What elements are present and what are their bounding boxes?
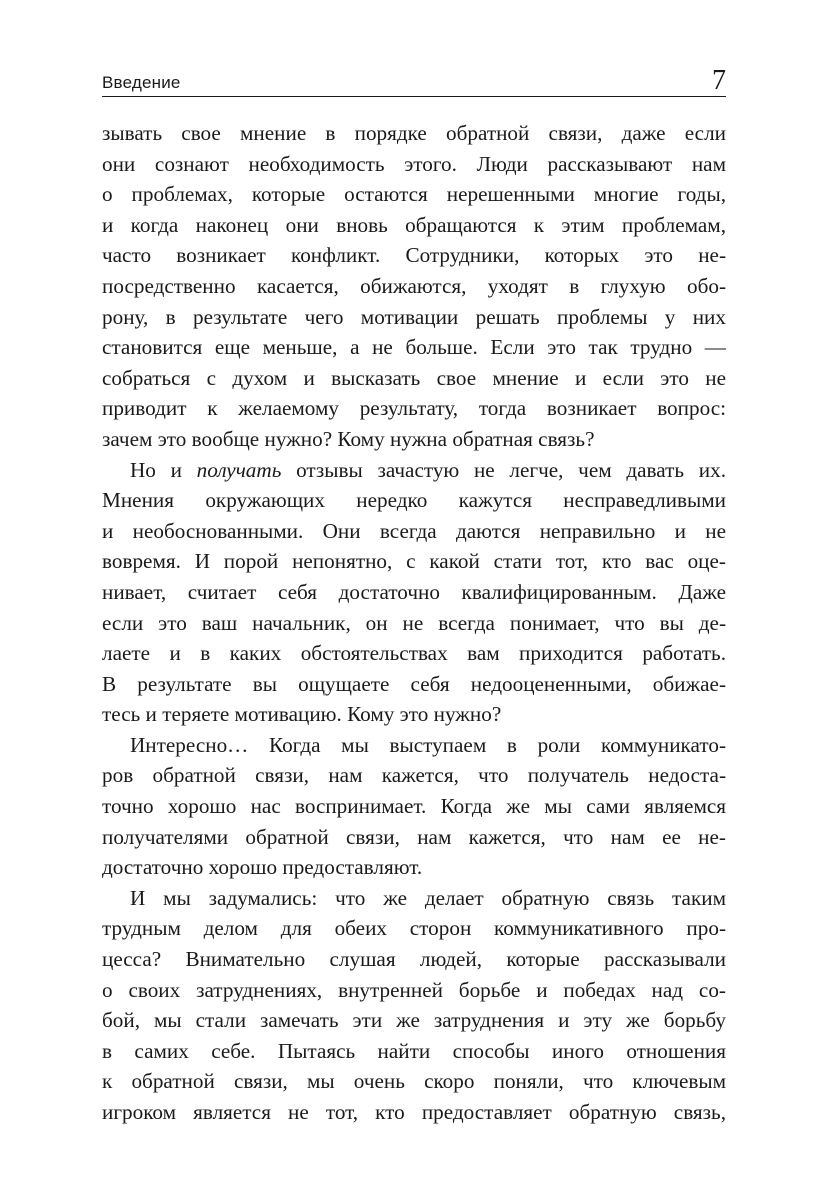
body-text [102,118,726,1128]
text-line: игроком является не тот, кто предоставляет обратную связь, [102,1100,726,1124]
text-line: к обратной связи, мы очень скоро поняли, что ключевым [102,1069,726,1094]
text-line: вовремя. И порой непонятно, с какой стати тот, кто вас оце- [102,549,726,574]
text-line: они сознают необходимость этого. Люди рассказывают нам [102,151,726,176]
text-fragment: отзывы зачастую не легче, чем давать их. [281,457,726,482]
text-line: посредственно касается, обижаются, уходят в глухую обо- [102,273,726,298]
text-line: приводит к желаемому результату, тогда возникает вопрос: [102,396,726,421]
text-line: бой, мы стали замечать эти же затруднения и эту же борьбу [102,1008,726,1033]
text-line: зывать свое мнение в порядке обратной связи, даже если [102,121,726,145]
text-line: тесь и теряете мотивацию. Кому это нужно? [102,702,502,727]
text-line: собраться с духом и высказать свое мнение и если это не [102,365,726,390]
paragraph [102,118,726,455]
text-line: лаете и в каких обстоятельствах вам приходится работать. [102,641,726,666]
text-line: о проблемах, которые остаются нерешенными многие годы, [102,182,726,207]
text-line: и когда наконец они вновь обращаются к этим проблемам, [102,212,726,237]
text-line: трудным делом для обеих сторон коммуникативного про- [102,916,726,941]
text-line: цесса? Внимательно слушая людей, которые рассказывали [102,947,726,972]
text-line: нивает, считает себя достаточно квалифицированным. Даже [102,579,726,604]
text-line: становится еще меньше, а не больше. Если это так трудно — [102,335,726,360]
text-line: точно хорошо нас воспринимает. Когда же мы сами являемся [102,794,726,819]
text-line: достаточно хорошо предоставляют. [102,855,423,880]
text-line: часто возникает конфликт. Сотрудники, которых это не- [102,243,726,268]
text-line: рону, в результате чего мотивации решать проблемы у них [102,304,726,329]
text-line: И мы задумались: что же делает обратную связь таким [130,885,726,910]
text-line: В результате вы ощущаете себя недооцененными, обижае- [102,671,726,696]
running-header [102,62,726,97]
text-line: получателями обратной связи, нам кажется, что нам ее не- [102,824,726,849]
text-line: о своих затруднениях, внутренней борьбе и победах над со- [102,977,726,1002]
text-line [102,455,726,486]
text-line: и необоснованными. Они всегда даются неправильно и не [102,518,726,543]
text-line: Интересно… Когда мы выступаем в роли коммуникато- [130,732,726,757]
text-line: в самих себе. Пытаясь найти способы иного отношения [102,1038,726,1063]
text-line: если это ваш начальник, он не всегда понимает, что вы де- [102,610,726,635]
emphasis-word: получать [196,457,282,482]
paragraph [102,455,726,730]
page-number: 7 [712,65,726,96]
text-fragment: Но и [130,457,197,482]
text-line: ров обратной связи, нам кажется, что получатель недоста- [102,763,726,788]
paragraph [102,883,726,1128]
text-line: Мнения окружающих нередко кажутся несправедливыми [102,488,726,513]
paragraph [102,730,726,883]
section-title: Введение [102,73,181,92]
text-line: зачем это вообще нужно? Кому нужна обратная связь? [102,426,595,451]
